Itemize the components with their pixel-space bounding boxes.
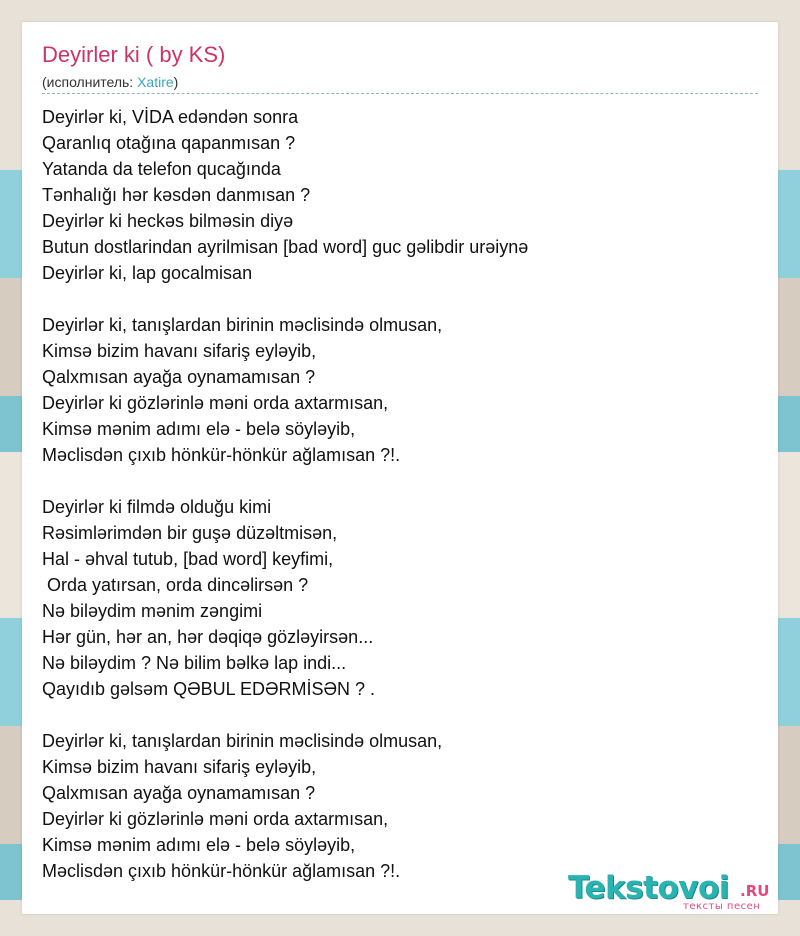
song-title: Deyirler ki ( by KS)	[42, 42, 226, 67]
artist-link[interactable]: Xatire	[137, 74, 174, 90]
logo-tld: .RU	[740, 882, 770, 900]
performer-suffix: )	[173, 74, 179, 90]
lyric-line: Hər gün, hər an, hər dəqiqə gözləyirsən...	[42, 627, 374, 647]
performer-line	[42, 74, 178, 90]
stanza-3	[42, 494, 758, 702]
lyric-line: Hal - əhval tutub, [bad word] keyfimi,	[42, 549, 334, 569]
performer-prefix: (исполнитель:	[42, 74, 138, 90]
lyric-line: Kimsə mənim adımı elə - belə söyləyib,	[42, 835, 356, 855]
lyric-line: Rəsimlərimdən bir guşə düzəltmisən,	[42, 523, 338, 543]
lyric-line: Deyirlər ki, lap gocalmisan	[42, 263, 253, 283]
lyric-line: Məclisdən çıxıb hönkür-hönkür ağlamısan ?!.	[42, 445, 401, 465]
lyric-line: Qalxmısan ayağa oynamamısan ?	[42, 367, 316, 387]
lyric-line: Tənhalığı hər kəsdən danmısan ?	[42, 185, 311, 205]
tekstovoi-logo[interactable]	[568, 870, 778, 914]
lyric-line: Deyirlər ki, tanışlardan birinin məclisində olmusan,	[42, 731, 443, 751]
lyric-line: Yatanda da telefon qucağında	[42, 159, 281, 179]
lyric-line: Deyirlər ki heckəs bilməsin diyə	[42, 211, 294, 231]
logo-tagline: тексты песен	[683, 901, 761, 912]
lyric-line: Məclisdən çıxıb hönkür-hönkür ağlamısan ?!.	[42, 861, 401, 881]
lyric-line: Orda yatırsan, orda dincəlirsən ?	[42, 575, 309, 595]
lyric-line: Deyirlər ki filmdə olduğu kimi	[42, 497, 272, 517]
lyric-line: Kimsə bizim havanı sifariş eyləyib,	[42, 341, 317, 361]
lyric-line: Kimsə mənim adımı elə - belə söyləyib,	[42, 419, 356, 439]
lyrics-card	[22, 22, 778, 914]
lyric-line: Nə biləydim ? Nə bilim bəlkə lap indi...	[42, 653, 347, 673]
logo-name: Tekstovoi	[568, 870, 729, 906]
lyric-line: Deyirlər ki, tanışlardan birinin məclisində olmusan,	[42, 315, 443, 335]
lyric-line: Qaranlıq otağına qapanmısan ?	[42, 133, 296, 153]
lyric-line: Kimsə bizim havanı sifariş eyləyib,	[42, 757, 317, 777]
lyric-line: Qalxmısan ayağa oynamamısan ?	[42, 783, 316, 803]
lyric-line: Deyirlər ki gözlərinlə məni orda axtarmısan,	[42, 809, 389, 829]
stanza-2	[42, 312, 758, 468]
lyric-line: Deyirlər ki, VİDA edəndən sonra	[42, 107, 299, 127]
lyric-line: Nə biləydim mənim zəngimi	[42, 601, 263, 621]
lyric-line: Deyirlər ki gözlərinlə məni orda axtarmısan,	[42, 393, 389, 413]
dashed-divider	[42, 93, 758, 94]
stanza-1	[42, 104, 758, 286]
lyric-line: Butun dostlarindan ayrilmisan [bad word] guc gəlibdir urəiynə	[42, 237, 529, 257]
stanza-4	[42, 728, 758, 884]
lyric-line: Qayıdıb gəlsəm QƏBUL EDƏRMİSƏN ? .	[42, 679, 376, 699]
lyrics-body	[42, 104, 761, 912]
